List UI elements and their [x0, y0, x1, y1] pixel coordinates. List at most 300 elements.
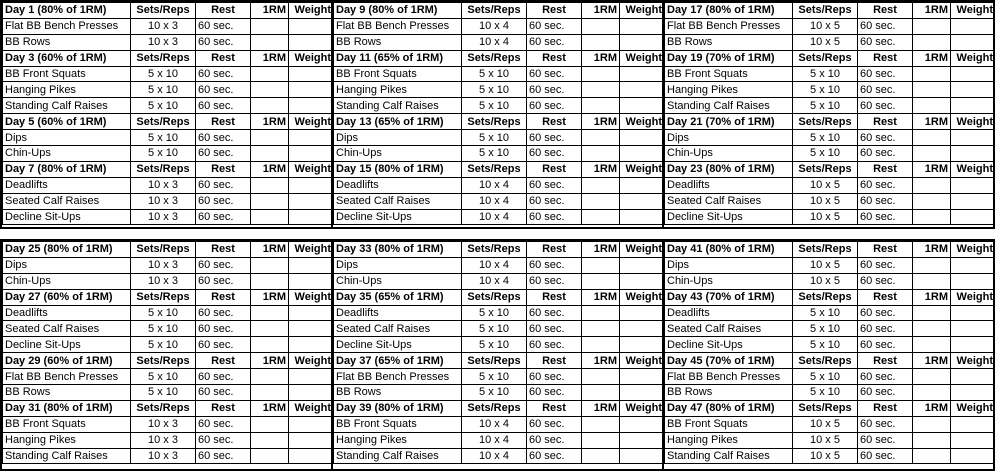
one-rm-cell[interactable] [251, 448, 289, 464]
weight-cell[interactable] [620, 193, 665, 209]
workout-table [2, 2, 334, 225]
one-rm-cell[interactable] [251, 18, 289, 34]
sets-reps-cell: 5 x 10 [793, 130, 858, 146]
rest-cell: 60 sec. [196, 177, 251, 193]
sets-reps-cell: 10 x 4 [462, 448, 527, 464]
weight-cell[interactable] [951, 257, 995, 273]
exercise-name: Seated Calf Raises [665, 321, 793, 337]
one-rm-cell[interactable] [913, 416, 951, 432]
rest-cell: 60 sec. [196, 321, 251, 337]
exercise-row [665, 369, 995, 385]
one-rm-cell[interactable] [913, 34, 951, 50]
day-title: Day 37 (65% of 1RM) [334, 353, 462, 369]
weight-cell[interactable] [951, 209, 995, 225]
one-rm-cell[interactable] [913, 448, 951, 464]
one-rm-header: 1RM [251, 289, 289, 305]
exercise-row [3, 305, 334, 321]
one-rm-cell[interactable] [251, 305, 289, 321]
exercise-name: Seated Calf Raises [3, 321, 131, 337]
one-rm-cell[interactable] [913, 385, 951, 401]
one-rm-cell[interactable] [251, 130, 289, 146]
sets-reps-header: Sets/Reps [462, 50, 527, 66]
weight-cell[interactable] [951, 66, 995, 82]
one-rm-cell[interactable] [913, 273, 951, 289]
one-rm-cell[interactable] [582, 193, 620, 209]
sets-reps-header: Sets/Reps [131, 3, 196, 19]
weight-header: Weight [289, 289, 334, 305]
rest-cell: 60 sec. [858, 146, 913, 162]
rest-cell: 60 sec. [527, 448, 582, 464]
weight-cell[interactable] [289, 34, 334, 50]
weight-cell[interactable] [620, 385, 665, 401]
sets-reps-cell: 10 x 3 [131, 177, 196, 193]
day-title: Day 29 (60% of 1RM) [3, 353, 131, 369]
one-rm-cell[interactable] [251, 98, 289, 114]
sets-reps-cell: 5 x 10 [131, 82, 196, 98]
sets-reps-cell: 10 x 5 [793, 432, 858, 448]
rest-header: Rest [196, 161, 251, 177]
exercise-row [665, 432, 995, 448]
weight-cell[interactable] [620, 416, 665, 432]
one-rm-cell[interactable] [582, 448, 620, 464]
weight-cell[interactable] [951, 98, 995, 114]
day-header-row [334, 50, 665, 66]
sets-reps-cell: 10 x 5 [793, 193, 858, 209]
exercise-row [334, 321, 665, 337]
day-header-row [334, 289, 665, 305]
one-rm-cell[interactable] [582, 305, 620, 321]
one-rm-header: 1RM [582, 289, 620, 305]
weight-cell[interactable] [620, 305, 665, 321]
rest-cell: 60 sec. [527, 98, 582, 114]
day-title: Day 7 (80% of 1RM) [3, 161, 131, 177]
one-rm-cell[interactable] [913, 209, 951, 225]
sets-reps-cell: 5 x 10 [131, 66, 196, 82]
weight-cell[interactable] [951, 448, 995, 464]
exercise-row [334, 369, 665, 385]
weight-cell[interactable] [289, 146, 334, 162]
exercise-row [665, 273, 995, 289]
rest-cell: 60 sec. [196, 82, 251, 98]
weight-cell[interactable] [620, 66, 665, 82]
weight-header: Weight [289, 400, 334, 416]
weight-cell[interactable] [951, 369, 995, 385]
weight-cell[interactable] [620, 146, 665, 162]
exercise-name: Flat BB Bench Presses [665, 18, 793, 34]
weight-cell[interactable] [951, 146, 995, 162]
exercise-row [3, 146, 334, 162]
exercise-row [334, 146, 665, 162]
one-rm-cell[interactable] [582, 82, 620, 98]
one-rm-cell[interactable] [251, 273, 289, 289]
rest-cell: 60 sec. [527, 82, 582, 98]
day-header-row [665, 242, 995, 258]
weight-cell[interactable] [289, 209, 334, 225]
weight-cell[interactable] [951, 432, 995, 448]
weight-cell[interactable] [289, 257, 334, 273]
rest-header: Rest [527, 50, 582, 66]
exercise-name: Decline Sit-Ups [665, 337, 793, 353]
weight-header: Weight [951, 161, 995, 177]
weight-cell[interactable] [289, 98, 334, 114]
one-rm-cell[interactable] [251, 66, 289, 82]
exercise-row [3, 448, 334, 464]
weight-cell[interactable] [289, 432, 334, 448]
one-rm-header: 1RM [251, 161, 289, 177]
weight-cell[interactable] [620, 432, 665, 448]
weight-header: Weight [289, 161, 334, 177]
sets-reps-cell: 10 x 5 [793, 177, 858, 193]
weight-header: Weight [951, 50, 995, 66]
weight-header: Weight [620, 242, 665, 258]
day-header-row [665, 114, 995, 130]
one-rm-cell[interactable] [251, 416, 289, 432]
day-title: Day 3 (60% of 1RM) [3, 50, 131, 66]
one-rm-cell[interactable] [913, 432, 951, 448]
weight-cell[interactable] [620, 257, 665, 273]
day-title: Day 5 (60% of 1RM) [3, 114, 131, 130]
weight-cell[interactable] [951, 82, 995, 98]
sets-reps-cell: 5 x 10 [462, 385, 527, 401]
one-rm-cell[interactable] [913, 337, 951, 353]
one-rm-cell[interactable] [582, 18, 620, 34]
sets-reps-header: Sets/Reps [131, 114, 196, 130]
exercise-name: Standing Calf Raises [3, 448, 131, 464]
one-rm-header: 1RM [582, 400, 620, 416]
exercise-row [665, 177, 995, 193]
weight-cell[interactable] [289, 385, 334, 401]
day-header-row [665, 161, 995, 177]
rest-cell: 60 sec. [858, 369, 913, 385]
day-title: Day 35 (65% of 1RM) [334, 289, 462, 305]
one-rm-cell[interactable] [913, 98, 951, 114]
exercise-name: Dips [665, 257, 793, 273]
weight-cell[interactable] [620, 448, 665, 464]
weight-header: Weight [289, 114, 334, 130]
rest-cell: 60 sec. [858, 18, 913, 34]
sets-reps-cell: 5 x 10 [793, 66, 858, 82]
sets-reps-cell: 5 x 10 [462, 369, 527, 385]
rest-cell: 60 sec. [196, 193, 251, 209]
weight-cell[interactable] [289, 18, 334, 34]
one-rm-cell[interactable] [913, 66, 951, 82]
exercise-row [3, 257, 334, 273]
rest-header: Rest [527, 114, 582, 130]
weight-cell[interactable] [289, 82, 334, 98]
weight-cell[interactable] [951, 273, 995, 289]
weight-header: Weight [620, 3, 665, 19]
one-rm-cell[interactable] [582, 257, 620, 273]
one-rm-cell[interactable] [251, 321, 289, 337]
one-rm-cell[interactable] [913, 82, 951, 98]
sets-reps-header: Sets/Reps [131, 400, 196, 416]
one-rm-cell[interactable] [251, 432, 289, 448]
exercise-name: BB Rows [665, 385, 793, 401]
exercise-row [3, 130, 334, 146]
sets-reps-cell: 10 x 4 [462, 34, 527, 50]
one-rm-cell[interactable] [251, 209, 289, 225]
rest-cell: 60 sec. [196, 385, 251, 401]
one-rm-cell[interactable] [582, 385, 620, 401]
sets-reps-cell: 10 x 5 [793, 257, 858, 273]
weight-cell[interactable] [951, 337, 995, 353]
exercise-name: Flat BB Bench Presses [3, 18, 131, 34]
exercise-name: Deadlifts [665, 305, 793, 321]
rest-cell: 60 sec. [196, 305, 251, 321]
rest-cell: 60 sec. [196, 416, 251, 432]
one-rm-cell[interactable] [913, 130, 951, 146]
day-title: Day 21 (70% of 1RM) [665, 114, 793, 130]
one-rm-cell[interactable] [251, 82, 289, 98]
one-rm-cell[interactable] [582, 209, 620, 225]
one-rm-cell[interactable] [913, 18, 951, 34]
exercise-name: BB Rows [334, 34, 462, 50]
weight-header: Weight [620, 289, 665, 305]
weight-cell[interactable] [620, 369, 665, 385]
sets-reps-cell: 5 x 10 [462, 146, 527, 162]
exercise-row [3, 18, 334, 34]
sets-reps-cell: 10 x 5 [793, 209, 858, 225]
weight-cell[interactable] [951, 193, 995, 209]
weight-cell[interactable] [289, 369, 334, 385]
weight-cell[interactable] [289, 337, 334, 353]
workout-table [333, 2, 665, 225]
weight-cell[interactable] [951, 416, 995, 432]
weight-cell[interactable] [951, 321, 995, 337]
weight-cell[interactable] [289, 193, 334, 209]
day-title: Day 13 (65% of 1RM) [334, 114, 462, 130]
rest-header: Rest [196, 50, 251, 66]
day-title: Day 45 (70% of 1RM) [665, 353, 793, 369]
exercise-row [334, 257, 665, 273]
rest-header: Rest [527, 400, 582, 416]
day-header-row [334, 3, 665, 19]
one-rm-cell[interactable] [582, 337, 620, 353]
day-header-row [665, 50, 995, 66]
rest-cell: 60 sec. [527, 130, 582, 146]
one-rm-cell[interactable] [251, 34, 289, 50]
one-rm-header: 1RM [913, 161, 951, 177]
weight-cell[interactable] [289, 273, 334, 289]
weight-cell[interactable] [951, 305, 995, 321]
weight-cell[interactable] [289, 66, 334, 82]
weight-cell[interactable] [620, 18, 665, 34]
exercise-name: Dips [3, 257, 131, 273]
exercise-name: Hanging Pikes [334, 82, 462, 98]
one-rm-cell[interactable] [913, 177, 951, 193]
one-rm-cell[interactable] [582, 66, 620, 82]
rest-header: Rest [527, 242, 582, 258]
weight-header: Weight [951, 400, 995, 416]
rest-header: Rest [858, 50, 913, 66]
one-rm-cell[interactable] [582, 177, 620, 193]
exercise-name: Hanging Pikes [334, 432, 462, 448]
weight-cell[interactable] [620, 209, 665, 225]
one-rm-cell[interactable] [582, 369, 620, 385]
one-rm-cell[interactable] [913, 257, 951, 273]
weight-cell[interactable] [620, 273, 665, 289]
exercise-name: BB Rows [3, 34, 131, 50]
sets-reps-cell: 10 x 4 [462, 432, 527, 448]
exercise-row [334, 193, 665, 209]
one-rm-cell[interactable] [913, 369, 951, 385]
one-rm-cell[interactable] [582, 432, 620, 448]
day-header-row [334, 161, 665, 177]
exercise-row [334, 385, 665, 401]
sets-reps-cell: 5 x 10 [793, 337, 858, 353]
one-rm-cell[interactable] [913, 146, 951, 162]
weight-cell[interactable] [951, 130, 995, 146]
rest-cell: 60 sec. [858, 130, 913, 146]
weight-cell[interactable] [289, 305, 334, 321]
sets-reps-cell: 10 x 4 [462, 257, 527, 273]
sets-reps-cell: 5 x 10 [131, 369, 196, 385]
one-rm-cell[interactable] [582, 146, 620, 162]
one-rm-cell[interactable] [251, 193, 289, 209]
exercise-row [3, 416, 334, 432]
weight-cell[interactable] [620, 337, 665, 353]
weight-cell[interactable] [620, 130, 665, 146]
rest-header: Rest [527, 353, 582, 369]
weight-cell[interactable] [289, 130, 334, 146]
weight-cell[interactable] [620, 34, 665, 50]
weight-cell[interactable] [620, 321, 665, 337]
one-rm-cell[interactable] [582, 34, 620, 50]
exercise-name: Dips [665, 130, 793, 146]
workout-table [664, 241, 995, 464]
weight-cell[interactable] [951, 34, 995, 50]
weight-header: Weight [620, 353, 665, 369]
one-rm-header: 1RM [251, 400, 289, 416]
weight-cell[interactable] [620, 98, 665, 114]
one-rm-header: 1RM [913, 3, 951, 19]
one-rm-cell[interactable] [913, 305, 951, 321]
sets-reps-cell: 10 x 3 [131, 432, 196, 448]
one-rm-cell[interactable] [913, 193, 951, 209]
exercise-name: Seated Calf Raises [334, 321, 462, 337]
one-rm-header: 1RM [251, 242, 289, 258]
sets-reps-cell: 10 x 4 [462, 18, 527, 34]
weight-header: Weight [620, 161, 665, 177]
sets-reps-cell: 10 x 4 [462, 193, 527, 209]
weight-cell[interactable] [951, 18, 995, 34]
one-rm-cell[interactable] [582, 273, 620, 289]
exercise-name: Decline Sit-Ups [665, 209, 793, 225]
rest-cell: 60 sec. [527, 209, 582, 225]
day-header-row [334, 400, 665, 416]
exercise-row [334, 448, 665, 464]
rest-cell: 60 sec. [196, 257, 251, 273]
rest-header: Rest [858, 289, 913, 305]
exercise-name: Chin-Ups [3, 146, 131, 162]
one-rm-cell[interactable] [251, 257, 289, 273]
exercise-row [665, 18, 995, 34]
weight-cell[interactable] [620, 177, 665, 193]
one-rm-header: 1RM [582, 353, 620, 369]
sets-reps-cell: 5 x 10 [793, 321, 858, 337]
one-rm-cell[interactable] [582, 130, 620, 146]
exercise-name: BB Front Squats [665, 66, 793, 82]
workout-table [333, 241, 665, 464]
one-rm-cell[interactable] [251, 369, 289, 385]
sets-reps-cell: 10 x 5 [793, 416, 858, 432]
one-rm-cell[interactable] [582, 98, 620, 114]
exercise-name: Deadlifts [665, 177, 793, 193]
weight-cell[interactable] [951, 385, 995, 401]
weight-cell[interactable] [289, 177, 334, 193]
one-rm-header: 1RM [913, 114, 951, 130]
one-rm-header: 1RM [913, 50, 951, 66]
exercise-name: Flat BB Bench Presses [334, 18, 462, 34]
weight-cell[interactable] [289, 448, 334, 464]
weight-cell[interactable] [951, 177, 995, 193]
one-rm-cell[interactable] [251, 385, 289, 401]
exercise-name: Standing Calf Raises [334, 98, 462, 114]
sets-reps-cell: 5 x 10 [131, 98, 196, 114]
exercise-row [334, 82, 665, 98]
sets-reps-header: Sets/Reps [462, 242, 527, 258]
weight-cell[interactable] [620, 82, 665, 98]
rest-cell: 60 sec. [196, 18, 251, 34]
rest-header: Rest [858, 114, 913, 130]
exercise-name: Deadlifts [3, 305, 131, 321]
exercise-row [3, 337, 334, 353]
exercise-name: Deadlifts [3, 177, 131, 193]
rest-header: Rest [858, 242, 913, 258]
one-rm-header: 1RM [582, 50, 620, 66]
schedule-column [662, 241, 995, 469]
one-rm-cell[interactable] [251, 146, 289, 162]
sets-reps-cell: 5 x 10 [793, 369, 858, 385]
sets-reps-cell: 10 x 4 [462, 273, 527, 289]
weight-cell[interactable] [289, 321, 334, 337]
day-title: Day 47 (80% of 1RM) [665, 400, 793, 416]
one-rm-cell[interactable] [913, 321, 951, 337]
one-rm-cell[interactable] [582, 416, 620, 432]
sets-reps-cell: 5 x 10 [462, 337, 527, 353]
exercise-row [334, 177, 665, 193]
day-header-row [3, 3, 334, 19]
exercise-name: Chin-Ups [665, 146, 793, 162]
sets-reps-cell: 5 x 10 [131, 385, 196, 401]
sets-reps-cell: 5 x 10 [131, 321, 196, 337]
rest-cell: 60 sec. [527, 193, 582, 209]
exercise-name: Seated Calf Raises [334, 193, 462, 209]
exercise-name: BB Front Squats [3, 416, 131, 432]
rest-cell: 60 sec. [527, 432, 582, 448]
weight-cell[interactable] [289, 416, 334, 432]
rest-cell: 60 sec. [196, 146, 251, 162]
one-rm-header: 1RM [251, 353, 289, 369]
exercise-name: Decline Sit-Ups [3, 337, 131, 353]
rest-cell: 60 sec. [527, 416, 582, 432]
sets-reps-header: Sets/Reps [131, 289, 196, 305]
weight-header: Weight [951, 289, 995, 305]
exercise-row [665, 305, 995, 321]
one-rm-cell[interactable] [251, 177, 289, 193]
sets-reps-header: Sets/Reps [462, 289, 527, 305]
workout-table [664, 2, 995, 225]
day-title: Day 19 (70% of 1RM) [665, 50, 793, 66]
rest-cell: 60 sec. [858, 98, 913, 114]
one-rm-cell[interactable] [582, 321, 620, 337]
sets-reps-cell: 10 x 5 [793, 34, 858, 50]
rest-cell: 60 sec. [196, 34, 251, 50]
exercise-name: Decline Sit-Ups [334, 337, 462, 353]
day-header-row [3, 353, 334, 369]
weight-header: Weight [951, 114, 995, 130]
one-rm-cell[interactable] [251, 337, 289, 353]
